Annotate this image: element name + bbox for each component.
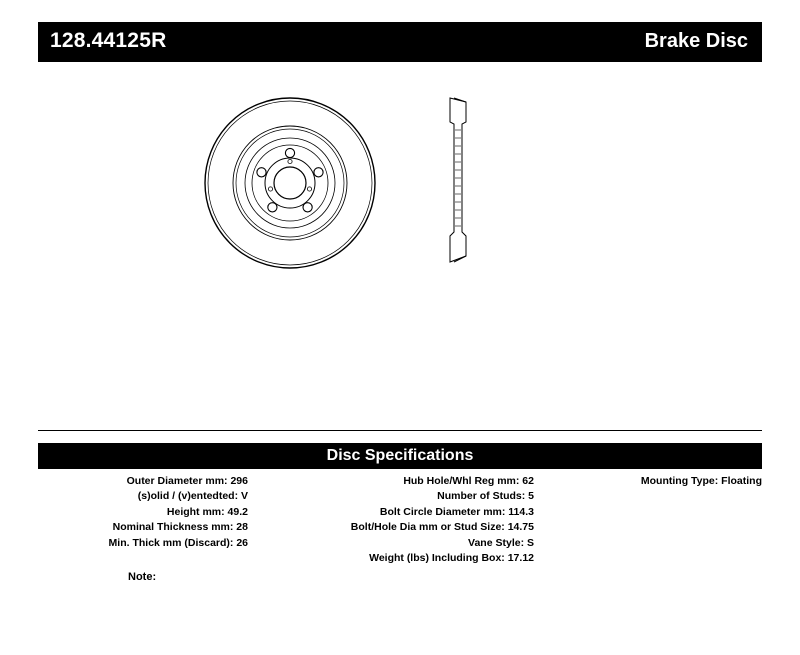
note-label: Note: — [128, 571, 157, 583]
spec-item: (s)olid / (v)entedted: V — [137, 490, 248, 503]
brake-disc-technical-drawing — [150, 80, 650, 340]
spec-item: Weight (lbs) Including Box: 17.12 — [369, 552, 534, 565]
header-bar — [38, 22, 762, 62]
spec-item: Bolt/Hole Dia mm or Stud Size: 14.75 — [350, 521, 534, 534]
spec-item: Min. Thick mm (Discard): 26 — [108, 536, 248, 549]
specs-column-middle — [260, 474, 534, 566]
spec-item: Outer Diameter mm: 296 — [126, 475, 248, 487]
stud-holes — [257, 148, 323, 212]
spec-item: Vane Style: S — [468, 536, 534, 549]
spec-item: Number of Studs: 5 — [437, 490, 534, 503]
brake-disc-face-view — [205, 98, 375, 268]
specifications-table — [38, 474, 762, 584]
specs-column-right — [548, 474, 762, 489]
page-title: Brake Disc — [644, 30, 748, 52]
specs-column-left — [38, 474, 248, 551]
specs-section-title: Disc Specifications — [326, 447, 474, 464]
part-number: 128.44125R — [50, 29, 167, 52]
spec-item: Bolt Circle Diameter mm: 114.3 — [379, 505, 534, 518]
brake-disc-edge-view — [450, 98, 466, 262]
section-divider — [38, 430, 762, 431]
spec-item: Nominal Thickness mm: 28 — [112, 521, 248, 534]
specs-header-bar — [38, 443, 762, 469]
note-field — [128, 571, 156, 583]
drawing-area — [150, 80, 650, 340]
spec-item: Hub Hole/Whl Reg mm: 62 — [403, 475, 534, 487]
spec-item: Mounting Type: Floating — [640, 475, 762, 487]
spec-item: Height mm: 49.2 — [166, 505, 248, 518]
